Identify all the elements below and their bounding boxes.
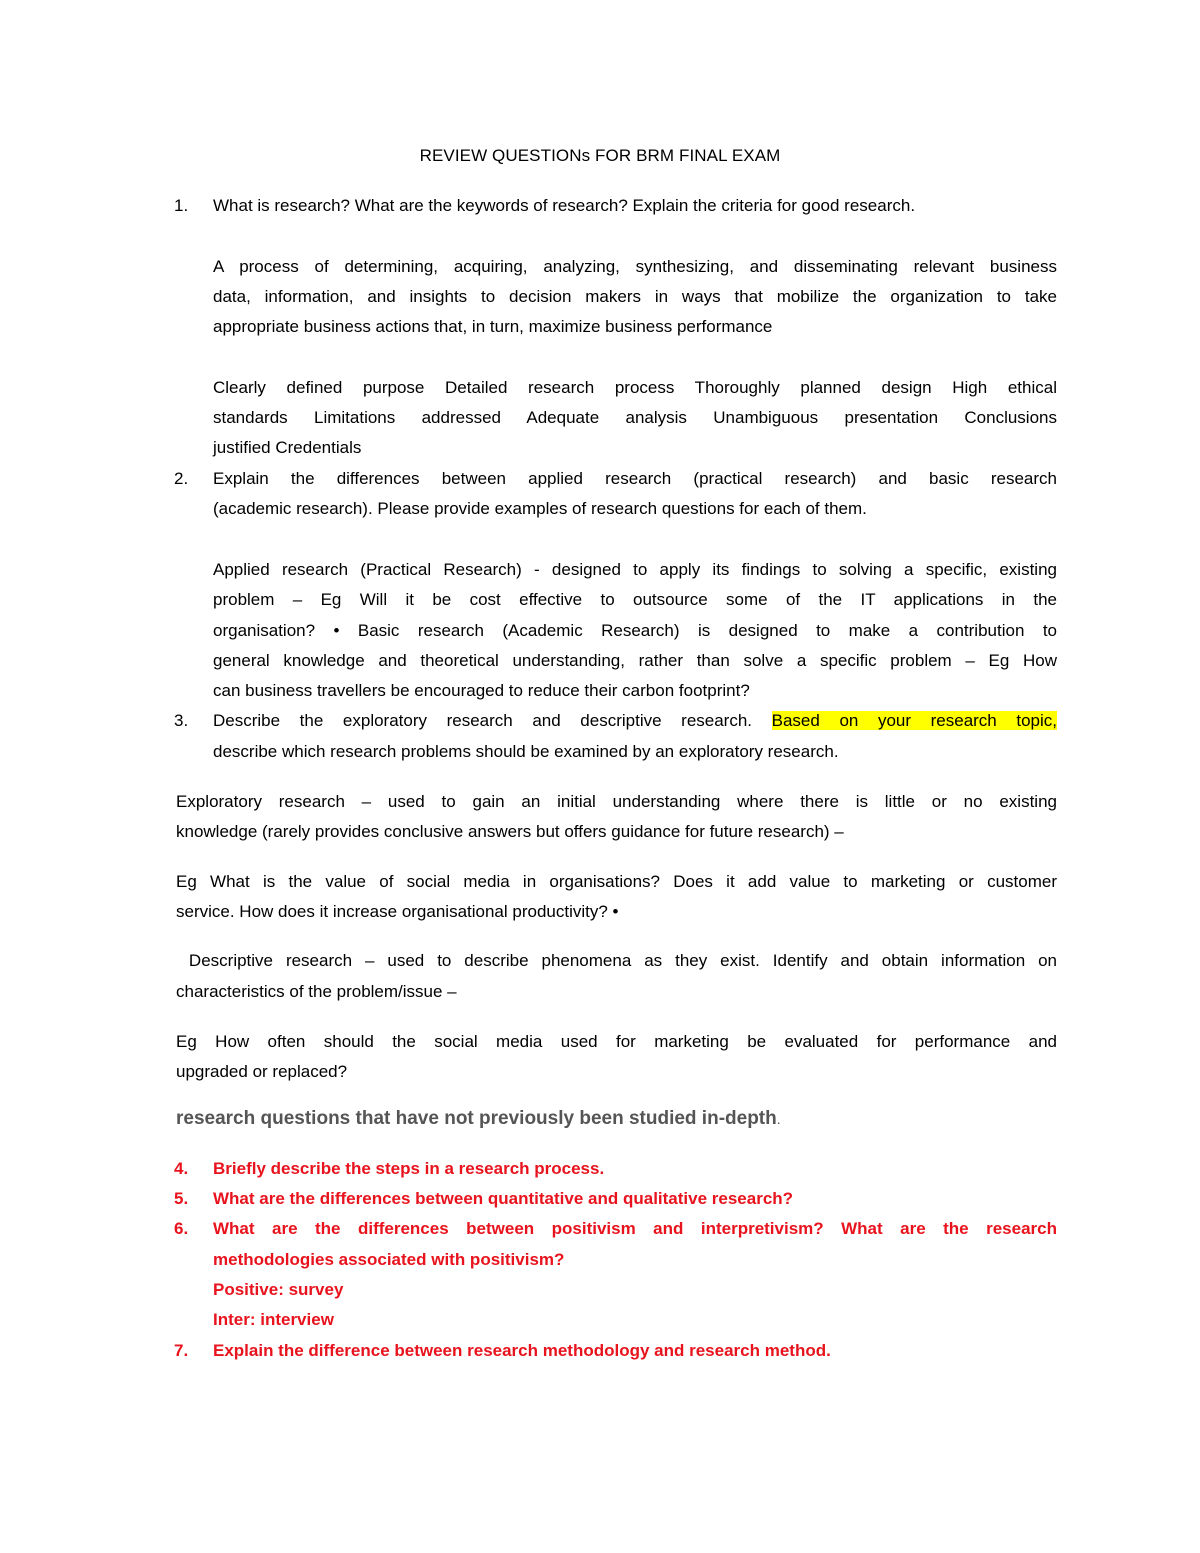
q2-answer-line-3: organisation? • Basic research (Academic Research) is designed to make a contribution to <box>213 621 1057 640</box>
q3-question-line-1 <box>213 711 1057 731</box>
q4-question: Briefly describe the steps in a research process. <box>213 1159 605 1178</box>
research-note <box>176 1109 1057 1129</box>
descriptive-line-1: Descriptive research – used to describe phenomena as they exist. Identify and obtain information on <box>176 951 1057 970</box>
research-note-text: research questions that have not previously been studied in-depth <box>176 1108 777 1129</box>
q4-number: 4. <box>174 1159 189 1178</box>
q3-number: 3. <box>174 711 189 730</box>
q2-number: 2. <box>174 469 189 488</box>
q3-question-plain: Describe the exploratory research and descriptive research. <box>213 711 753 730</box>
q2-answer-line-4: general knowledge and theoretical understanding, rather than solve a specific problem – Eg How <box>213 651 1057 670</box>
q1-criteria-line-1: Clearly defined purpose Detailed research process Thoroughly planned design High ethical <box>213 378 1057 397</box>
q3-question-line-2: describe which research problems should be examined by an exploratory research. <box>213 742 839 761</box>
research-note-suffix: . <box>776 1111 781 1127</box>
q6-answer-inter: Inter: interview <box>213 1310 334 1329</box>
q7-number: 7. <box>174 1341 189 1360</box>
exploratory-line-2: knowledge (rarely provides conclusive answers but offers guidance for future research) – <box>176 822 844 841</box>
q2-answer-line-1: Applied research (Practical Research) - designed to apply its findings to solving a specific, existing <box>213 560 1057 579</box>
page-title: REVIEW QUESTIONs FOR BRM FINAL EXAM <box>419 146 781 165</box>
q1-question: What is research? What are the keywords of research? Explain the criteria for good research. <box>213 196 916 215</box>
q1-criteria-line-2: standards Limitations addressed Adequate analysis Unambiguous presentation Conclusions <box>213 408 1057 427</box>
exploratory-line-1: Exploratory research – used to gain an initial understanding where there is little or no existing <box>176 792 1057 811</box>
q6-question-line-1: What are the differences between positivism and interpretivism? What are the research <box>213 1219 1057 1238</box>
q7-question: Explain the difference between research methodology and research method. <box>213 1341 831 1360</box>
q5-number: 5. <box>174 1189 189 1208</box>
descriptive-line-2: characteristics of the problem/issue – <box>176 982 457 1001</box>
q2-question-line-1: Explain the differences between applied research (practical research) and basic research <box>213 469 1057 488</box>
q3-question-highlight: Based on your research topic, <box>771 711 1057 730</box>
q6-answer-positive: Positive: survey <box>213 1280 344 1299</box>
q2-question-line-2: (academic research). Please provide examples of research questions for each of them. <box>213 499 867 518</box>
q6-number: 6. <box>174 1219 189 1238</box>
example1-line-2: service. How does it increase organisational productivity? • <box>176 902 619 921</box>
q1-answer-line-2: data, information, and insights to decision makers in ways that mobilize the organization to take <box>213 287 1057 306</box>
q1-answer-line-1: A process of determining, acquiring, analyzing, synthesizing, and disseminating relevant business <box>213 257 1057 276</box>
q1-answer-line-3: appropriate business actions that, in turn, maximize business performance <box>213 317 773 336</box>
q2-answer-line-5: can business travellers be encouraged to reduce their carbon footprint? <box>213 681 750 700</box>
q5-question: What are the differences between quantitative and qualitative research? <box>213 1189 794 1208</box>
example1-line-1: Eg What is the value of social media in organisations? Does it add value to marketing or customer <box>176 872 1057 891</box>
example2-line-2: upgraded or replaced? <box>176 1062 348 1081</box>
q1-criteria-line-3: justified Credentials <box>213 438 362 457</box>
q6-question-line-2: methodologies associated with positivism? <box>213 1250 565 1269</box>
example2-line-1: Eg How often should the social media used for marketing be evaluated for performance and <box>176 1032 1057 1051</box>
q2-answer-line-2: problem – Eg Will it be cost effective to outsource some of the IT applications in the <box>213 590 1057 609</box>
q1-number: 1. <box>174 196 189 215</box>
